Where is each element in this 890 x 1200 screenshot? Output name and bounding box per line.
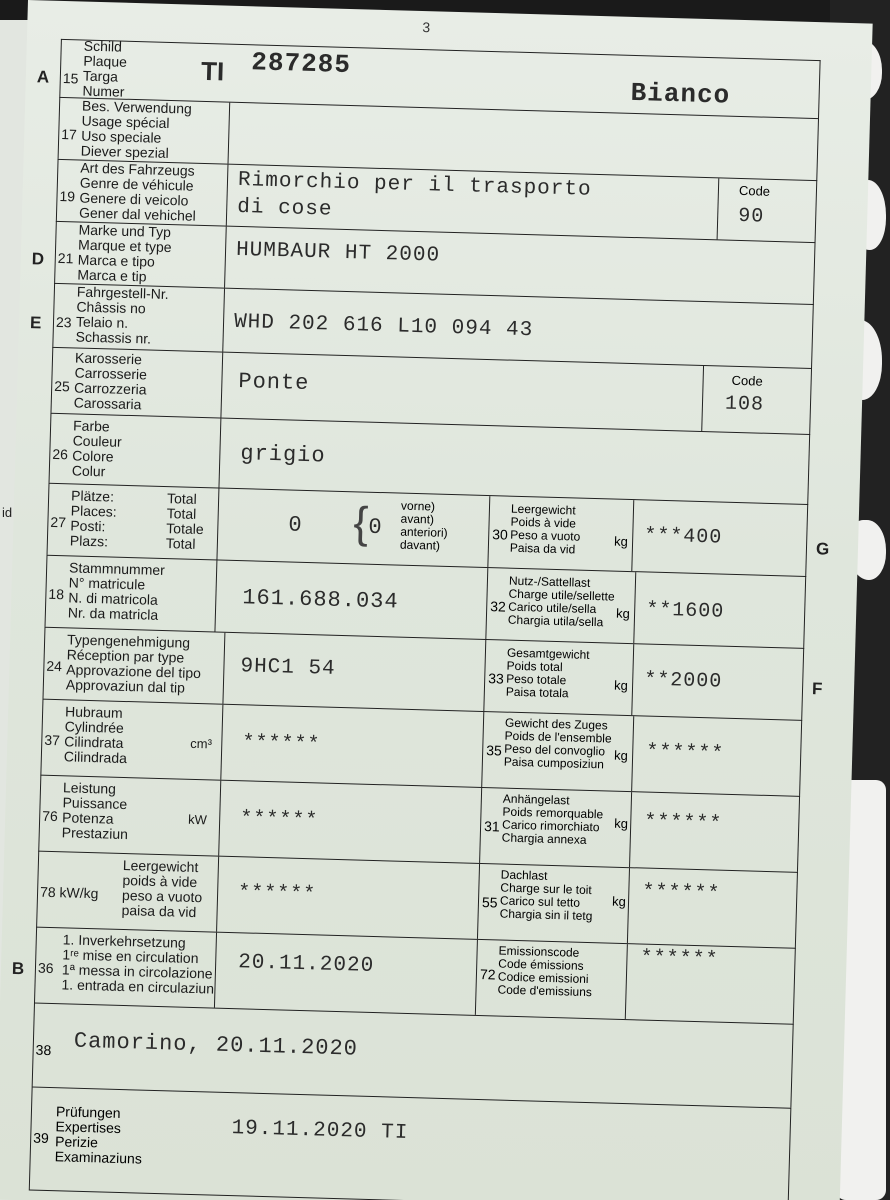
field-number: 25 (54, 377, 71, 395)
matricule-value: 161.688.034 (242, 585, 399, 615)
seats-front-label: vorne) avant) anteriori) davant) (399, 498, 448, 553)
seats-total-label: Total Total Totale Total (165, 490, 204, 552)
payload-value: **1600 (645, 598, 725, 624)
label-color (50, 414, 222, 488)
field-number: 37 (44, 731, 61, 749)
label-chassis (53, 284, 225, 352)
field-number: 76 (42, 807, 59, 825)
label-first-registration (35, 928, 217, 1008)
field-number: 35 (486, 742, 503, 759)
plate-canton: TI (200, 55, 225, 87)
field-number: 27 (50, 513, 67, 531)
field-number: 30 (492, 526, 509, 543)
field-label: Gewicht des Zuges Poids de l'ensemble Peso del convoglio Paisa cumposiziun (503, 715, 612, 772)
field-label: Marke und Typ Marque et type Marca e tipo Marca e tip (77, 221, 172, 285)
empty-weight-value: ***400 (643, 524, 723, 550)
column-divider (631, 500, 634, 571)
column-divider (487, 496, 490, 567)
page-number: 3 (422, 19, 431, 36)
field-label: Leergewicht poids à vide peso a vuoto paisa da vid (121, 856, 203, 921)
label-power (39, 776, 221, 856)
column-divider (483, 640, 486, 711)
field-label: Anhängelast Poids remorquable Carico rimorchiato Chargia annexa (501, 791, 604, 847)
train-weight-value: ****** (645, 740, 725, 766)
column-divider (633, 572, 636, 643)
column-divider (479, 788, 482, 863)
unit-label: kg (613, 533, 629, 549)
field-number: 15 (62, 70, 79, 87)
code-label: Code (731, 372, 763, 389)
column-divider (629, 792, 632, 867)
displacement-value: ****** (242, 731, 321, 757)
unit-label: kg (613, 677, 629, 694)
column-divider (481, 712, 484, 787)
field-label: Art des Fahrzeugs Genre de véhicule Genere di veicolo Gener dal vehichel (78, 159, 197, 224)
field-label: Karosserie Carrosserie Carrozzeria Carossaria (73, 349, 148, 413)
field-label: Emissionscode Code émissions Codice emissioni Code d'emissiuns (497, 943, 593, 1000)
field-label: Leistung Puissance Potenza Prestaziun (61, 779, 129, 843)
code-value: 90 (737, 204, 765, 229)
section-letter-d: D (31, 249, 45, 269)
chassis-value: WHD 202 616 L10 094 43 (233, 310, 534, 343)
field-label: Prüfungen Expertises Perizie Examinaziuns (54, 1103, 143, 1167)
brace-icon: { (352, 498, 369, 548)
unit-label: kg (611, 893, 627, 910)
previous-page-fragment: id (2, 505, 13, 520)
section-letter-g: G (815, 539, 830, 559)
unit-label: kg (615, 605, 631, 622)
first-registration-value: 20.11.2020 (237, 951, 375, 979)
code-label: Code (738, 182, 771, 199)
code-box (717, 178, 771, 239)
section-letter-b: B (11, 958, 25, 979)
emissions-code-value: ****** (640, 946, 719, 972)
field-label: Fahrgestell-Nr. Châssis no Telaio n. Schassis nr. (75, 283, 169, 347)
plate-number: 287285 (250, 47, 352, 81)
field-number: 18 (48, 585, 65, 603)
field-label: Hubraum Cylindrée Cilindrata Cilindrada (63, 703, 128, 767)
field-number: 26 (52, 445, 69, 463)
column-divider (477, 864, 480, 939)
field-label: 1. Inverkehrsetzung 1ʳᵉ mise en circulation 1ª messa in circolazione 1. entrada en circulaziun (61, 931, 215, 997)
section-letter-a: A (36, 67, 50, 87)
field-number: 55 (481, 894, 498, 911)
vehicle-type-value: Rimorchio per il trasporto di cose (236, 168, 592, 222)
field-number: 72 (479, 966, 496, 983)
inspection-value: 19.11.2020 TI (231, 1117, 409, 1146)
section-letter-e: E (29, 313, 42, 333)
field-number: 19 (59, 187, 76, 205)
field-label: Farbe Couleur Colore Colur (71, 417, 122, 480)
column-divider (485, 568, 488, 639)
label-matricule (46, 556, 218, 632)
field-number: 39 (33, 1129, 50, 1147)
trailer-load-value: ****** (643, 810, 723, 836)
seats-total-value: 0 (288, 512, 303, 538)
label-seats (48, 484, 220, 560)
type-approval-value: 9HC1 54 (240, 655, 336, 681)
field-label: Gesamtgewicht Poids total Peso totale Paisa totala (505, 645, 590, 701)
field-label: Plätze: Places: Posti: Plazs: (69, 487, 117, 550)
make-model-value: HUMBAUR HT 2000 (235, 238, 441, 268)
label-body (51, 348, 223, 418)
column-divider (625, 944, 628, 1019)
field-label: Bes. Verwendung Usage spécial Uso speciale Diever spezial (80, 97, 193, 161)
field-label: Nutz-/Sattellast Charge utile/sellette Carico utile/sella Chargia utila/sella (507, 573, 615, 630)
label-vehicle-type (57, 160, 229, 226)
field-number: 78 kW/kg (39, 883, 99, 902)
roof-load-value: ****** (642, 880, 721, 906)
field-label: Dachlast Charge sur le toit Carico sul tetto Chargia sin il tetg (499, 867, 593, 924)
field-number: 21 (57, 249, 74, 267)
unit-label: cm³ (190, 735, 213, 752)
field-number: 38 (35, 1041, 52, 1059)
seats-front-value: 0 (368, 514, 383, 541)
power-weight-value: ****** (237, 881, 317, 907)
field-number: 32 (490, 598, 507, 615)
field-label: Typengenehmigung Réception par type Approvazione del tipo Approvaziun dal tip (65, 631, 202, 696)
unit-label: kW (187, 811, 208, 828)
field-label: Stammnummer N° matricule N. di matricola Nr. da matricla (67, 559, 166, 623)
field-label: Schild Plaque Targa Numer (82, 37, 128, 100)
label-power-weight (37, 852, 219, 932)
field-number: 33 (488, 670, 505, 687)
unit-label: kg (614, 815, 629, 832)
column-divider (627, 868, 630, 943)
place-date-value: Camorino, 20.11.2020 (73, 1028, 359, 1062)
plate-color: Bianco (630, 77, 731, 111)
total-weight-value: **2000 (643, 668, 723, 694)
field-label: Leergewicht Poids à vide Peso a vuoto Paisa da vid (509, 501, 581, 557)
field-number: 24 (46, 657, 63, 675)
body-value: Ponte (238, 369, 310, 397)
code-box (701, 366, 765, 431)
field-number: 23 (55, 313, 72, 331)
label-displacement (41, 700, 223, 780)
column-divider (475, 940, 478, 1015)
label-special-use (59, 98, 231, 164)
field-number: 31 (483, 818, 500, 835)
field-number: 17 (61, 125, 78, 143)
color-value: grigio (240, 441, 326, 469)
label-type-approval (43, 628, 225, 704)
power-value: ****** (239, 807, 319, 833)
field-number: 36 (37, 959, 54, 977)
code-value: 108 (724, 392, 765, 417)
label-make-model (55, 222, 227, 288)
column-divider (631, 716, 634, 791)
column-divider (631, 644, 634, 715)
section-letter-f: F (811, 679, 823, 699)
unit-label: kg (613, 747, 629, 764)
